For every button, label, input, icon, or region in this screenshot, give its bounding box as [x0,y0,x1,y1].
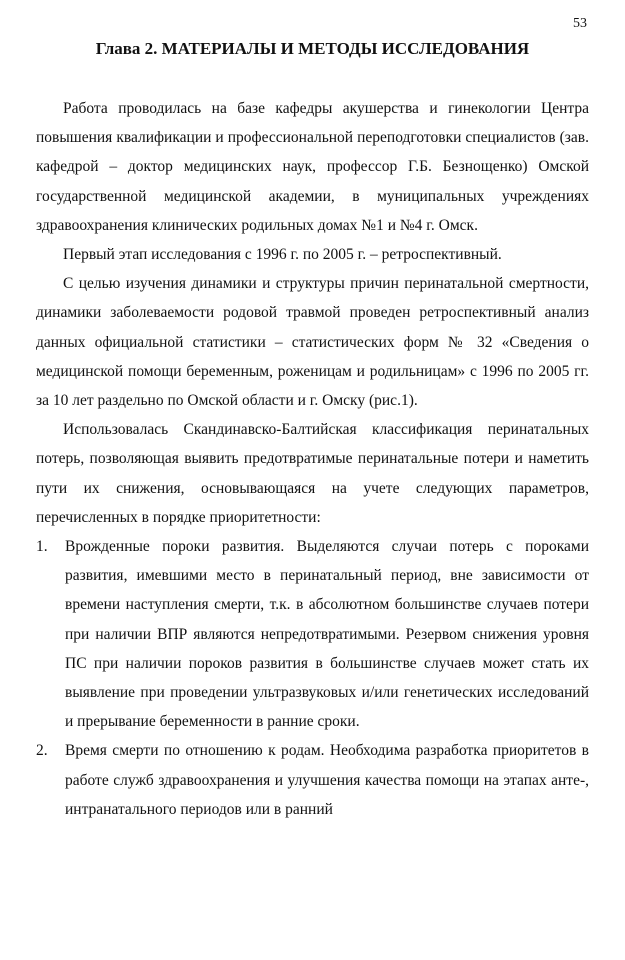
list-item-text: Врожденные пороки развития. Выделяются случаи потерь с пороками развития, имевшими место в перинатальный период, вне зависимости от времени наступления смерти, т.к. в абсолютном большинстве случаев потери при наличии ВПР являются непредотвратимыми. Резервом снижения уровня ПС при наличии пороков развития в большинстве случаев может стать их выявление при проведении ультразвуковых и/или генетических исследований и прерывание беременности в ранние сроки. [65,538,589,731]
list-item-number: 2. [36,742,48,760]
list-item-text: Время смерти по отношению к родам. Необходима разработка приоритетов в работе служб здравоохранения и улучшения качества помощи на этапах анте-, интранатального периодов или в ранний [65,742,589,818]
paragraph: Первый этап исследования с 1996 г. по 2005 г. – ретроспективный. [63,246,502,264]
priority-list [36,532,589,824]
body-text [36,94,589,824]
list-item-number: 1. [36,538,48,556]
list-item [36,532,589,736]
chapter-title: Глава 2. МАТЕРИАЛЫ И МЕТОДЫ ИССЛЕДОВАНИЯ [95,39,530,58]
paragraph: Работа проводилась на базе кафедры акушерства и гинекологии Центра повышения квалификации и профессиональной переподготовки специалистов (зав. кафедрой – доктор медицинских наук, профессор Г.Б. Безнощенко) Омской государственной медицинской академии, в муниципальных учреждениях здравоохранения клинических родильных домах №1 и №4 г. Омск. [36,100,589,234]
paragraph: С целью изучения динамики и структуры причин перинатальной смертности, динамики заболеваемости родовой травмой проведен ретроспективный анализ данных официальной статистики – статистических форм № 32 «Сведения о медицинской помощи беременным, роженицам и родильницам» с 1996 по 2005 гг. за 10 лет раздельно по Омской области и г. Омску (рис.1). [36,275,589,410]
paragraph: Использовалась Скандинавско-Балтийская классификация перинатальных потерь, позволяющая выявить предотвратимые перинатальные потери и наметить пути их снижения, основывающаяся на учете следующих параметров, перечисленных в порядке приоритетности: [36,421,589,526]
list-item [36,736,589,824]
page-number: 53 [573,16,587,31]
